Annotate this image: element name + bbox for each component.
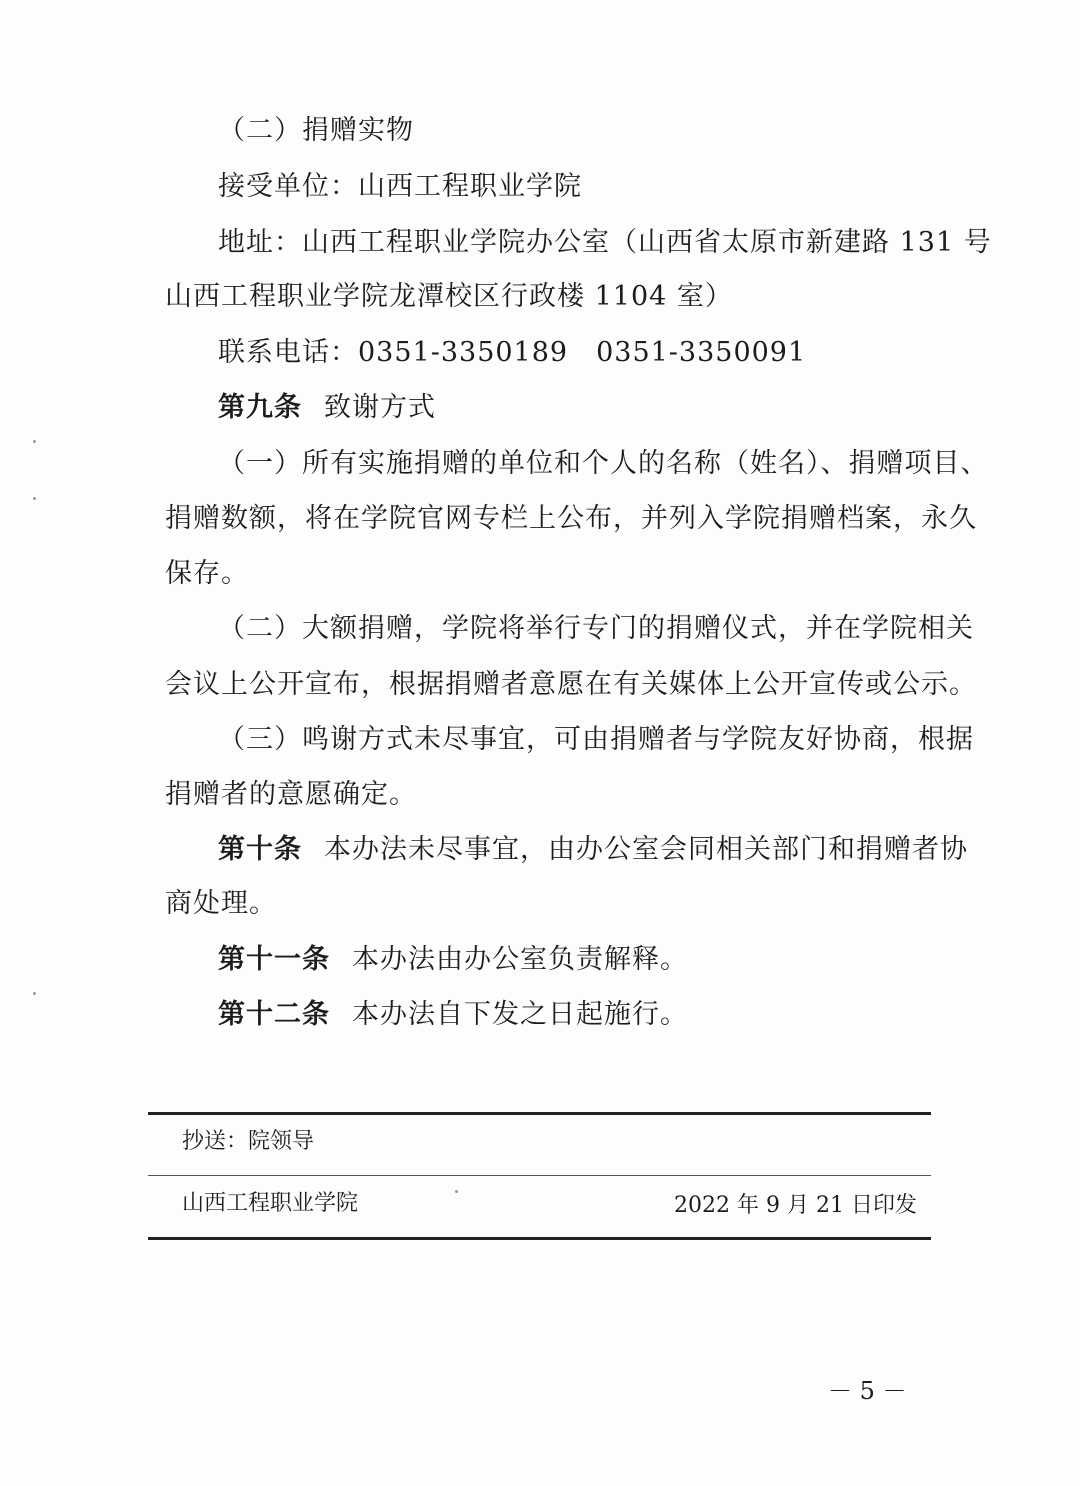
page-number: － 5 － [828, 1377, 907, 1405]
article-9-para-1-line-1: （一）所有实施捐赠的单位和个人的名称（姓名）、捐赠项目、 [218, 448, 989, 479]
footer-bottom-rule [148, 1237, 931, 1240]
footer-top-rule [148, 1112, 931, 1115]
article-9-para-2-line-1: （二）大额捐赠，学院将举行专门的捐赠仪式，并在学院相关 [218, 613, 974, 644]
issue-date: 2022 年 9 月 21 日印发 [674, 1193, 917, 1218]
article-12 [218, 998, 688, 1032]
section-heading-in-kind-donation: （二）捐赠实物 [218, 115, 414, 146]
article-12-text: 本办法自下发之日起施行。 [352, 999, 688, 1030]
article-10-text: 本办法未尽事宜，由办公室会同相关部门和捐赠者协 [324, 834, 968, 865]
footer-middle-rule [148, 1175, 931, 1176]
article-9-para-1-line-2: 捐赠数额，将在学院官网专栏上公布，并列入学院捐赠档案，永久 [165, 503, 977, 534]
cc-line: 抄送：院领导 [182, 1129, 315, 1154]
scan-speck [33, 497, 36, 500]
scan-speck [455, 1190, 458, 1193]
receiver-line: 接受单位：山西工程职业学院 [218, 171, 582, 202]
article-9-para-3-line-1: （三）鸣谢方式未尽事宜，可由捐赠者与学院友好协商，根据 [218, 724, 974, 755]
article-9-para-3-line-2: 捐赠者的意愿确定。 [165, 779, 417, 810]
article-10-line-2: 商处理。 [165, 888, 277, 919]
address-line-2: 山西工程职业学院龙潭校区行政楼 1104 室） [165, 281, 733, 312]
scan-speck [33, 992, 36, 995]
article-10-label: 第十条 [218, 834, 302, 865]
article-9-para-2-line-2: 会议上公开宣布，根据捐赠者意愿在有关媒体上公开宣传或公示。 [165, 669, 977, 700]
article-12-label: 第十二条 [218, 999, 330, 1030]
article-9-heading [218, 391, 436, 425]
article-11-text: 本办法由办公室负责解释。 [352, 944, 688, 975]
article-9-para-1-line-3: 保存。 [165, 558, 249, 589]
issuer-name: 山西工程职业学院 [182, 1191, 359, 1216]
article-9-label: 第九条 [218, 392, 302, 423]
article-9-title: 致谢方式 [324, 392, 436, 423]
scan-speck [33, 440, 36, 443]
article-11 [218, 943, 688, 977]
article-11-label: 第十一条 [218, 944, 330, 975]
phone-line: 联系电话：0351-3350189 0351-3350091 [218, 337, 807, 368]
address-line-1: 地址：山西工程职业学院办公室（山西省太原市新建路 131 号 [218, 227, 992, 258]
article-10-line-1 [218, 833, 968, 867]
